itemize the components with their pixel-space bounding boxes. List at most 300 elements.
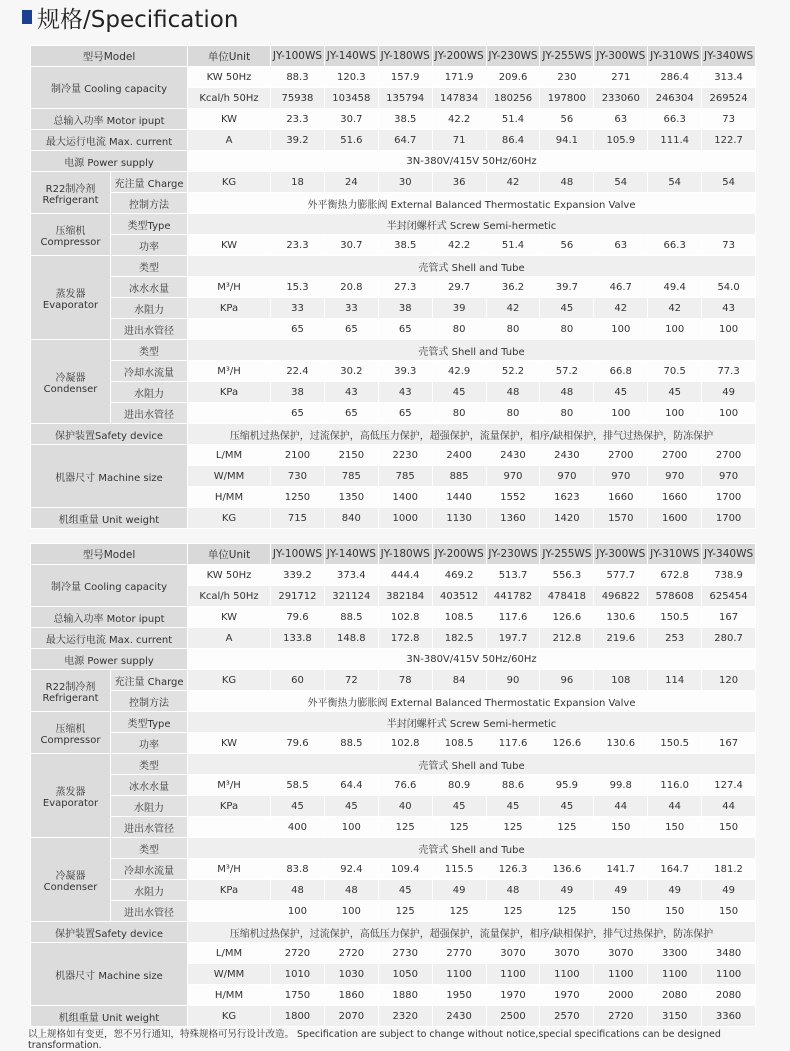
cell-value: 45 — [594, 382, 648, 403]
row-sublabel: 水阻力 — [111, 298, 188, 319]
cell-value: 1700 — [702, 508, 756, 529]
cell-value: 1860 — [324, 985, 378, 1006]
cell-value: 133.8 — [271, 628, 325, 649]
row-unit: KPa — [188, 298, 271, 319]
footnote: 以上规格如有变更，恕不另行通知，特殊规格可另行设计改造。 Specification are subject to change without notice,special specifications can be designed transformation. — [28, 1029, 721, 1051]
cell-value: 1800 — [271, 1006, 325, 1027]
cell-value: 80 — [486, 403, 540, 424]
cell-value: 79.6 — [271, 733, 325, 754]
cell-value: 180256 — [486, 88, 540, 109]
row-unit: W/MM — [188, 466, 271, 487]
header-model-jy-200ws: JY-200WS — [432, 544, 486, 565]
cell-value: 100 — [324, 901, 378, 922]
row-sublabel: 水阻力 — [111, 382, 188, 403]
cell-value: 94.1 — [540, 130, 594, 151]
cell-value: 730 — [271, 466, 325, 487]
row-label: 冷凝器 Condenser — [31, 340, 111, 424]
cell-value: 2720 — [594, 1006, 648, 1027]
table-row — [31, 1006, 756, 1027]
row-unit: KW — [188, 733, 271, 754]
cell-value: 44 — [594, 796, 648, 817]
row-unit: Kcal/h 50Hz — [188, 88, 271, 109]
cell-value: 2320 — [378, 1006, 432, 1027]
cell-value: 111.4 — [648, 130, 702, 151]
cell-value: 60 — [271, 670, 325, 691]
cell-value: 150 — [648, 817, 702, 838]
table-row — [31, 214, 756, 235]
cell-value: 73 — [702, 109, 756, 130]
cell-value: 2230 — [378, 445, 432, 466]
cell-value: 1660 — [648, 487, 702, 508]
table-row — [31, 901, 756, 922]
cell-value: 970 — [702, 466, 756, 487]
row-label: 制冷量 Cooling capacity — [31, 67, 188, 109]
cell-value: 135794 — [378, 88, 432, 109]
row-sublabel: 充注量 Charge — [111, 172, 188, 193]
cell-value: 79.6 — [271, 607, 325, 628]
cell-value: 126.3 — [486, 859, 540, 880]
cell-value: 469.2 — [432, 565, 486, 586]
cell-value: 164.7 — [648, 859, 702, 880]
cell-value: 42.2 — [432, 235, 486, 256]
cell-value: 1570 — [594, 508, 648, 529]
cell-value: 100 — [702, 403, 756, 424]
cell-value: 2100 — [271, 445, 325, 466]
cell-value: 105.9 — [594, 130, 648, 151]
table-row — [31, 67, 756, 88]
cell-value: 1950 — [432, 985, 486, 1006]
cell-value: 478418 — [540, 586, 594, 607]
cell-value: 86.4 — [486, 130, 540, 151]
cell-value: 269524 — [702, 88, 756, 109]
cell-value: 147834 — [432, 88, 486, 109]
cell-value: 1400 — [378, 487, 432, 508]
table-row — [31, 922, 756, 943]
cell-value: 83.8 — [271, 859, 325, 880]
cell-value: 58.5 — [271, 775, 325, 796]
cell-value: 52.2 — [486, 361, 540, 382]
cell-value: 42 — [594, 298, 648, 319]
cell-value: 970 — [648, 466, 702, 487]
header-model-jy-200ws: JY-200WS — [432, 46, 486, 67]
cell-value: 125 — [432, 901, 486, 922]
cell-value: 2430 — [432, 1006, 486, 1027]
table-row — [31, 361, 756, 382]
cell-value: 100 — [594, 319, 648, 340]
cell-value: 219.6 — [594, 628, 648, 649]
cell-value: 39.3 — [378, 361, 432, 382]
cell-value: 70.5 — [648, 361, 702, 382]
cell-value: 45 — [432, 796, 486, 817]
cell-value: 45 — [378, 880, 432, 901]
cell-value: 233060 — [594, 88, 648, 109]
cell-value: 2000 — [594, 985, 648, 1006]
cell-value: 80 — [486, 319, 540, 340]
header-unit: 单位Unit — [188, 544, 271, 565]
header-model-jy-230ws: JY-230WS — [486, 46, 540, 67]
cell-value: 1130 — [432, 508, 486, 529]
cell-value: 125 — [378, 901, 432, 922]
cell-value: 108.5 — [432, 733, 486, 754]
cell-value: 150 — [648, 901, 702, 922]
cell-value: 125 — [540, 901, 594, 922]
cell-value: 117.6 — [486, 607, 540, 628]
cell-value: 2430 — [540, 445, 594, 466]
cell-value: 75938 — [271, 88, 325, 109]
cell-value: 77.3 — [702, 361, 756, 382]
table-row — [31, 691, 756, 712]
cell-value: 102.8 — [378, 733, 432, 754]
table-row — [31, 712, 756, 733]
row-label: 制冷量 Cooling capacity — [31, 565, 188, 607]
cell-value: 90 — [486, 670, 540, 691]
cell-value: 125 — [432, 817, 486, 838]
cell-value: 672.8 — [648, 565, 702, 586]
cell-value: 100 — [324, 817, 378, 838]
row-unit — [188, 403, 271, 424]
cell-value: 30.7 — [324, 109, 378, 130]
header-model-jy-230ws: JY-230WS — [486, 544, 540, 565]
row-unit: KW — [188, 607, 271, 628]
cell-value: 80 — [540, 319, 594, 340]
row-sublabel: 功率 — [111, 235, 188, 256]
cell-value: 1623 — [540, 487, 594, 508]
cell-value: 126.6 — [540, 607, 594, 628]
row-span-value: 3N-380V/415V 50Hz/60Hz — [188, 649, 756, 670]
cell-value: 64.7 — [378, 130, 432, 151]
table-row — [31, 817, 756, 838]
cell-value: 72 — [324, 670, 378, 691]
row-sublabel: 进出水管径 — [111, 817, 188, 838]
row-unit: KW — [188, 109, 271, 130]
row-span-value: 压缩机过热保护，过流保护，高低压力保护，超强保护，流量保护，相序/缺相保护，排气过热保护，防冻保护 — [188, 424, 756, 445]
cell-value: 65 — [378, 319, 432, 340]
cell-value: 1660 — [594, 487, 648, 508]
cell-value: 148.8 — [324, 628, 378, 649]
cell-value: 45 — [432, 382, 486, 403]
row-unit: KG — [188, 172, 271, 193]
cell-value: 197800 — [540, 88, 594, 109]
cell-value: 321124 — [324, 586, 378, 607]
row-label: R22制冷剂 Refrigerant — [31, 172, 111, 214]
row-unit: KG — [188, 1006, 271, 1027]
section-title — [22, 2, 238, 32]
row-span-value: 3N-380V/415V 50Hz/60Hz — [188, 151, 756, 172]
cell-value: 36 — [432, 172, 486, 193]
cell-value: 51.4 — [486, 109, 540, 130]
cell-value: 30.7 — [324, 235, 378, 256]
table-row — [31, 403, 756, 424]
cell-value: 36.2 — [486, 277, 540, 298]
cell-value: 96 — [540, 670, 594, 691]
cell-value: 1552 — [486, 487, 540, 508]
cell-value: 100 — [594, 403, 648, 424]
header-model-jy-340ws: JY-340WS — [702, 46, 756, 67]
cell-value: 100 — [271, 901, 325, 922]
row-sublabel: 充注量 Charge — [111, 670, 188, 691]
cell-value: 100 — [648, 319, 702, 340]
header-model-jy-310ws: JY-310WS — [648, 46, 702, 67]
row-sublabel: 进出水管径 — [111, 901, 188, 922]
row-span-value: 半封闭螺杆式 Screw Semi-hermetic — [188, 214, 756, 235]
table-row — [31, 277, 756, 298]
cell-value: 840 — [324, 508, 378, 529]
cell-value: 40 — [378, 796, 432, 817]
title-text: 规格/Specification — [37, 6, 239, 33]
row-unit: L/MM — [188, 943, 271, 964]
cell-value: 150 — [702, 901, 756, 922]
row-span-value: 外平衡热力膨胀阀 External Balanced Thermostatic Expansion Valve — [188, 193, 756, 214]
header-model-jy-180ws: JY-180WS — [378, 544, 432, 565]
cell-value: 3480 — [702, 943, 756, 964]
row-label: 机组重量 Unit weight — [31, 508, 188, 529]
cell-value: 45 — [540, 796, 594, 817]
spec-table-2 — [30, 543, 756, 1027]
cell-value: 54 — [702, 172, 756, 193]
cell-value: 48 — [540, 172, 594, 193]
cell-value: 578608 — [648, 586, 702, 607]
cell-value: 43 — [378, 382, 432, 403]
table-row — [31, 445, 756, 466]
header-model-jy-255ws: JY-255WS — [540, 46, 594, 67]
row-label: 总输入功率 Motor ipupt — [31, 607, 188, 628]
cell-value: 1100 — [432, 964, 486, 985]
row-unit: KPa — [188, 796, 271, 817]
row-sublabel: 冰水水量 — [111, 277, 188, 298]
cell-value: 167 — [702, 607, 756, 628]
cell-value: 92.4 — [324, 859, 378, 880]
row-label: 压缩机 Compressor — [31, 214, 111, 256]
cell-value: 45 — [486, 796, 540, 817]
row-unit: M³/H — [188, 277, 271, 298]
cell-value: 88.3 — [271, 67, 325, 88]
cell-value: 785 — [378, 466, 432, 487]
header-model-jy-180ws: JY-180WS — [378, 46, 432, 67]
cell-value: 108 — [594, 670, 648, 691]
cell-value: 2720 — [271, 943, 325, 964]
cell-value: 54 — [594, 172, 648, 193]
table-row — [31, 193, 756, 214]
cell-value: 39.2 — [271, 130, 325, 151]
cell-value: 1600 — [648, 508, 702, 529]
cell-value: 209.6 — [486, 67, 540, 88]
cell-value: 444.4 — [378, 565, 432, 586]
cell-value: 114 — [648, 670, 702, 691]
cell-value: 78 — [378, 670, 432, 691]
table-row — [31, 670, 756, 691]
row-unit: KW 50Hz — [188, 67, 271, 88]
cell-value: 130.6 — [594, 733, 648, 754]
cell-value: 1000 — [378, 508, 432, 529]
cell-value: 30 — [378, 172, 432, 193]
cell-value: 182.5 — [432, 628, 486, 649]
row-unit: KG — [188, 670, 271, 691]
cell-value: 102.8 — [378, 607, 432, 628]
cell-value: 65 — [271, 403, 325, 424]
cell-value: 42.9 — [432, 361, 486, 382]
cell-value: 373.4 — [324, 565, 378, 586]
cell-value: 577.7 — [594, 565, 648, 586]
cell-value: 45 — [271, 796, 325, 817]
row-span-value: 压缩机过热保护，过流保护，高低压力保护，超强保护，流量保护，相序/缺相保护，排气过热保护，防冻保护 — [188, 922, 756, 943]
table-row — [31, 298, 756, 319]
cell-value: 48 — [486, 880, 540, 901]
cell-value: 291712 — [271, 586, 325, 607]
cell-value: 1100 — [702, 964, 756, 985]
cell-value: 1030 — [324, 964, 378, 985]
table-row — [31, 796, 756, 817]
row-unit: KPa — [188, 880, 271, 901]
cell-value: 1360 — [486, 508, 540, 529]
row-unit: A — [188, 628, 271, 649]
row-sublabel: 进出水管径 — [111, 319, 188, 340]
cell-value: 3150 — [648, 1006, 702, 1027]
cell-value: 2500 — [486, 1006, 540, 1027]
cell-value: 1100 — [594, 964, 648, 985]
row-label: 总输入功率 Motor ipupt — [31, 109, 188, 130]
header-unit: 单位Unit — [188, 46, 271, 67]
cell-value: 45 — [648, 382, 702, 403]
row-sublabel: 控制方法 — [111, 193, 188, 214]
cell-value: 42 — [648, 298, 702, 319]
cell-value: 970 — [540, 466, 594, 487]
cell-value: 970 — [594, 466, 648, 487]
cell-value: 73 — [702, 235, 756, 256]
cell-value: 66.8 — [594, 361, 648, 382]
row-unit — [188, 319, 271, 340]
cell-value: 24 — [324, 172, 378, 193]
row-unit: M³/H — [188, 859, 271, 880]
table-row — [31, 256, 756, 277]
cell-value: 120 — [702, 670, 756, 691]
row-span-value: 壳管式 Shell and Tube — [188, 754, 756, 775]
row-label: 机器尺寸 Machine size — [31, 943, 188, 1006]
cell-value: 2070 — [324, 1006, 378, 1027]
cell-value: 64.4 — [324, 775, 378, 796]
cell-value: 103458 — [324, 88, 378, 109]
cell-value: 1750 — [271, 985, 325, 1006]
cell-value: 88.5 — [324, 733, 378, 754]
cell-value: 150.5 — [648, 733, 702, 754]
cell-value: 80 — [432, 319, 486, 340]
cell-value: 286.4 — [648, 67, 702, 88]
row-sublabel: 类型Type — [111, 712, 188, 733]
row-unit: KPa — [188, 382, 271, 403]
cell-value: 116.0 — [648, 775, 702, 796]
table-row — [31, 628, 756, 649]
cell-value: 42.2 — [432, 109, 486, 130]
row-span-value: 壳管式 Shell and Tube — [188, 340, 756, 361]
row-label: 保护装置Safety device — [31, 922, 188, 943]
row-span-value: 外平衡热力膨胀阀 External Balanced Thermostatic Expansion Valve — [188, 691, 756, 712]
cell-value: 125 — [378, 817, 432, 838]
cell-value: 403512 — [432, 586, 486, 607]
cell-value: 38 — [271, 382, 325, 403]
row-unit: L/MM — [188, 445, 271, 466]
cell-value: 1350 — [324, 487, 378, 508]
cell-value: 246304 — [648, 88, 702, 109]
cell-value: 117.6 — [486, 733, 540, 754]
cell-value: 1050 — [378, 964, 432, 985]
table-row — [31, 880, 756, 901]
cell-value: 51.4 — [486, 235, 540, 256]
cell-value: 496822 — [594, 586, 648, 607]
row-span-value: 壳管式 Shell and Tube — [188, 838, 756, 859]
cell-value: 3300 — [648, 943, 702, 964]
cell-value: 65 — [324, 403, 378, 424]
cell-value: 49 — [702, 382, 756, 403]
cell-value: 2430 — [486, 445, 540, 466]
cell-value: 120.3 — [324, 67, 378, 88]
row-label: 电源 Power supply — [31, 649, 188, 670]
cell-value: 1250 — [271, 487, 325, 508]
cell-value: 441782 — [486, 586, 540, 607]
row-label: 最大运行电流 Max. current — [31, 628, 188, 649]
cell-value: 2080 — [648, 985, 702, 1006]
table-row — [31, 151, 756, 172]
cell-value: 3070 — [594, 943, 648, 964]
cell-value: 44 — [648, 796, 702, 817]
header-model-jy-300ws: JY-300WS — [594, 46, 648, 67]
cell-value: 115.5 — [432, 859, 486, 880]
table-row — [31, 340, 756, 361]
cell-value: 2150 — [324, 445, 378, 466]
cell-value: 1970 — [540, 985, 594, 1006]
cell-value: 400 — [271, 817, 325, 838]
row-unit: W/MM — [188, 964, 271, 985]
cell-value: 3070 — [540, 943, 594, 964]
cell-value: 56 — [540, 109, 594, 130]
row-unit — [188, 817, 271, 838]
cell-value: 1100 — [540, 964, 594, 985]
table-row — [31, 775, 756, 796]
cell-value: 49 — [594, 880, 648, 901]
row-unit: M³/H — [188, 775, 271, 796]
cell-value: 38.5 — [378, 235, 432, 256]
table-row — [31, 508, 756, 529]
row-sublabel: 控制方法 — [111, 691, 188, 712]
header-model: 型号Model — [31, 46, 188, 67]
header-row — [31, 544, 756, 565]
table-row — [31, 109, 756, 130]
cell-value: 150 — [594, 901, 648, 922]
row-label: 冷凝器 Condenser — [31, 838, 111, 922]
cell-value: 125 — [486, 817, 540, 838]
cell-value: 84 — [432, 670, 486, 691]
header-model: 型号Model — [31, 544, 188, 565]
cell-value: 167 — [702, 733, 756, 754]
row-sublabel: 类型Type — [111, 214, 188, 235]
cell-value: 23.3 — [271, 109, 325, 130]
row-label: 机器尺寸 Machine size — [31, 445, 188, 508]
cell-value: 45 — [324, 796, 378, 817]
row-label: 电源 Power supply — [31, 151, 188, 172]
header-model-jy-100ws: JY-100WS — [271, 46, 325, 67]
cell-value: 738.9 — [702, 565, 756, 586]
row-unit: H/MM — [188, 487, 271, 508]
header-model-jy-340ws: JY-340WS — [702, 544, 756, 565]
cell-value: 1100 — [486, 964, 540, 985]
cell-value: 29.7 — [432, 277, 486, 298]
cell-value: 49.4 — [648, 277, 702, 298]
row-unit: A — [188, 130, 271, 151]
cell-value: 2570 — [540, 1006, 594, 1027]
header-model-jy-255ws: JY-255WS — [540, 544, 594, 565]
header-model-jy-140ws: JY-140WS — [324, 46, 378, 67]
cell-value: 2080 — [702, 985, 756, 1006]
row-label: 蒸发器 Evaporator — [31, 256, 111, 340]
table-row — [31, 235, 756, 256]
